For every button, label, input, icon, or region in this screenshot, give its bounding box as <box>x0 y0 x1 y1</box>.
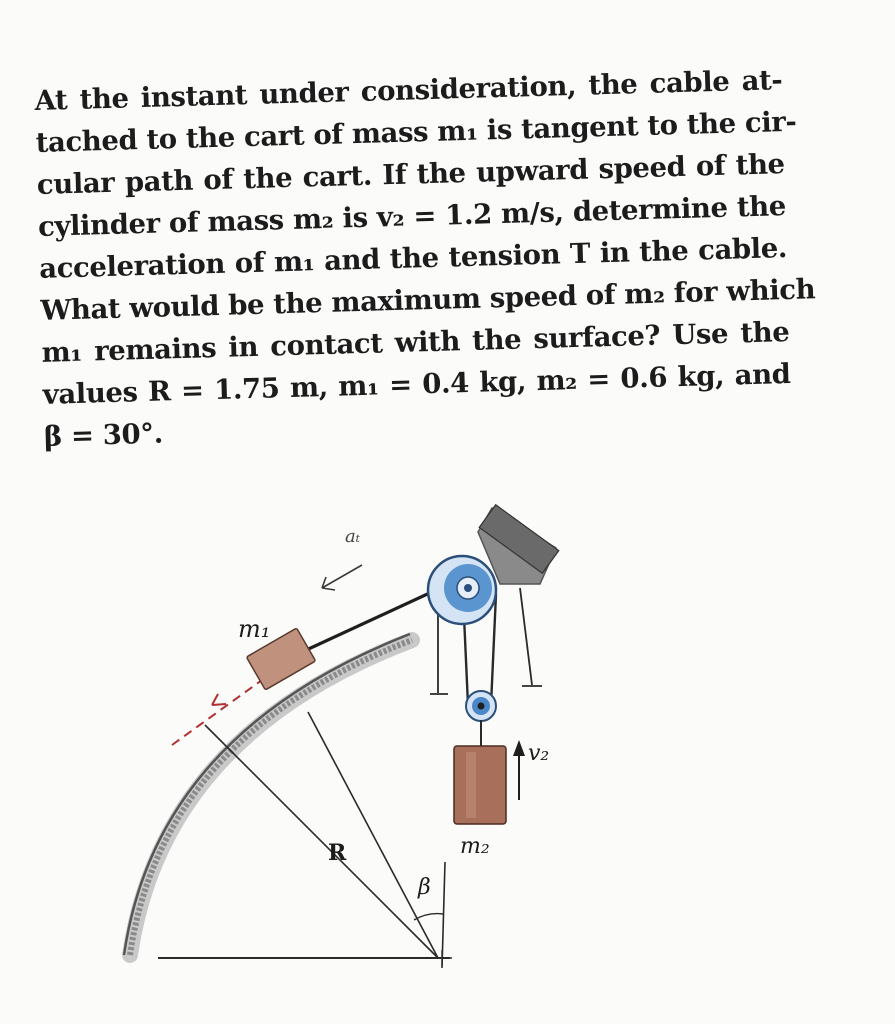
pulley-rope <box>491 594 496 705</box>
handwritten-arrow <box>322 565 362 590</box>
handwritten-note: aₜ <box>345 526 361 547</box>
label-beta: β <box>418 875 431 900</box>
label-v2: v₂ <box>528 741 550 766</box>
label-R: R <box>328 840 347 866</box>
problem-line: cylinder of mass m₂ is v₂ = 1.2 m/s, determine the <box>37 190 787 243</box>
beta-angle-arc <box>414 914 443 920</box>
lower-pulley <box>466 691 496 721</box>
problem-line: cular path of the cart. If the upward speed of the <box>36 148 786 201</box>
problem-line: m₁ remains in contact with the surface? Use the <box>41 316 790 369</box>
v2-arrowhead <box>513 740 525 756</box>
problem-line: values R = 1.75 m, m₁ = 0.4 kg, m₂ = 0.6 kg, and <box>42 357 791 411</box>
problem-line: What would be the maximum speed of m₂ for which <box>40 273 816 327</box>
problem-line: β = 30°. <box>43 417 164 453</box>
label-m1: m₁ <box>238 615 271 643</box>
problem-line: tached to the cart of mass m₁ is tangent to the cir- <box>35 105 797 159</box>
top-pulley <box>428 556 496 624</box>
problem-line: acceleration of m₁ and the tension T in the cable. <box>38 232 788 285</box>
cylinder-highlight <box>466 752 476 818</box>
radius-line <box>205 725 438 958</box>
dashed-path-arrow <box>212 694 226 705</box>
label-m2: m₂ <box>460 834 490 859</box>
problem-line: At the instant under consideration, the cable at- <box>34 64 783 117</box>
radius-line <box>308 712 438 958</box>
pulley-rope <box>520 588 532 685</box>
cylinder-m2 <box>454 746 506 824</box>
